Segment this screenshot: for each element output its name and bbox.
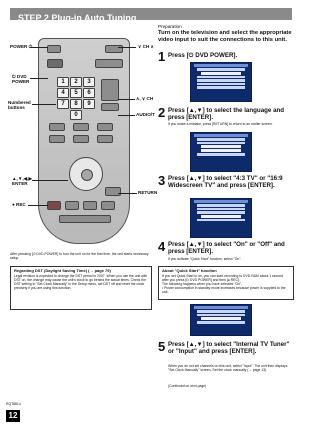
ch-rocker [101, 79, 119, 101]
key-0: 0 [70, 110, 82, 120]
small-button [73, 135, 89, 143]
preparation-title: Turn on the television and select the appropriate video input to suit the connections to this unit. [158, 30, 292, 43]
small-button [73, 123, 89, 131]
dvd-power-button [47, 59, 63, 68]
small-button [83, 201, 97, 210]
quick-start-body: If you set Quick Start to on, you can start recording to DVD-RAM about 1 second after you press [⏻ DVD POWER] and then [● REC]. [162, 273, 283, 282]
key-8: 8 [70, 99, 82, 109]
page-number: 12 [6, 410, 20, 422]
audio-button [101, 103, 119, 111]
key-5: 5 [70, 88, 82, 98]
step-3-text: Press [▲,▼] to select "4:3 TV" or "16:9 Widescreen TV" and press [ENTER]. [168, 175, 283, 190]
small-button [65, 201, 79, 210]
label-numbered-buttons: Numbered buttons [8, 100, 31, 111]
page-title: STEP 2 Plug-in Auto Tuning [18, 13, 137, 23]
label-return: RETURN [138, 190, 158, 195]
label-audio: AUDIO/T [136, 112, 155, 117]
small-button [49, 123, 65, 131]
step-2-number: 2 [158, 105, 166, 120]
label-arrows-enter: ▲,▼,◀,▶ ENTER [12, 176, 32, 187]
input-button [95, 59, 123, 68]
tv-aspect-screen [190, 132, 252, 172]
label-dvd-power: ⏻ DVD POWER [12, 74, 30, 85]
quick-start-screen [190, 198, 252, 238]
step-5-note: When you do not set channels on this unit, select "Input". The unit then displays "Set Clock Manually" screen. Set the clock manually (→ page 13). [168, 364, 288, 373]
small-button [97, 135, 113, 143]
key-1: 1 [57, 77, 69, 87]
label-ch: ∨ CH ∧ [138, 44, 154, 49]
key-6: 6 [83, 88, 95, 98]
footer-code: RQT8814 [6, 402, 21, 406]
key-7: 7 [57, 99, 69, 109]
quick-start-body2: The following happens when you have selected "On". [162, 281, 243, 286]
key-4: 4 [57, 88, 69, 98]
return-button [105, 187, 121, 196]
step-5-number: 5 [158, 339, 166, 354]
step-3-number: 3 [158, 173, 166, 188]
small-button [59, 215, 111, 223]
dst-box-title: Regarding DST (Daylight Saving Time) (→ page 79) [14, 268, 111, 273]
label-power: POWER ⏻ [10, 44, 33, 49]
label-ch-right: ∧, ∨ CH [136, 96, 154, 101]
small-button [101, 201, 115, 210]
step-4-number: 4 [158, 239, 166, 254]
remote-control-illustration [38, 38, 130, 244]
continued-note: (Continued on next page) [168, 384, 207, 388]
step-5-text: Press [▲,▼] to select "Internal TV Tuner" or "Input" and press [ENTER]. [168, 341, 290, 356]
step-2-note: If you make a mistake, press [RETURN] to return to an earlier screen. [168, 122, 273, 126]
key-2: 2 [70, 77, 82, 87]
dst-box-body: Legal revision is expected to change the DST period in 2007. When you use the unit with DST on, the change may cause the unit's clock to go behind the actual times. Check the DST setting in "Set Clock Manually" in the Setup menu, set DST off and reset the clock precisely if you are using this function. [14, 273, 148, 291]
quick-start-bullet-text: Power consumption in standby mode increases because power is supplied to the unit. [162, 286, 286, 295]
enter-button [81, 169, 93, 181]
dst-info-box [10, 266, 152, 310]
step-1-text: Press [⏻ DVD POWER]. [168, 52, 238, 59]
step-2-text: Press [▲,▼] to select the language and press [ENTER]. [168, 107, 285, 122]
small-button [49, 135, 65, 143]
key-3: 3 [83, 77, 95, 87]
tuner-screen [190, 304, 252, 336]
label-rec: ● REC [12, 202, 26, 207]
quick-start-box-title: About "Quick Start" function [162, 268, 217, 273]
small-button [97, 123, 113, 131]
preparation-label: Preparation [158, 24, 182, 29]
quick-start-bullet: • Power consumption in standby mode increases because power is supplied to the unit. [162, 286, 286, 295]
after-power-text: After pressing [⏻ DVD POWER] to turn the unit on for the first time, the unit starts necessary setup. [10, 252, 149, 261]
language-screen [190, 62, 252, 102]
rec-button [47, 201, 61, 210]
navigation-dial [69, 157, 103, 191]
step-4-note: If you activate "Quick Start" function, select "On". [168, 257, 242, 261]
step-4-text: Press [▲,▼] to select "On" or "Off" and press [ENTER]. [168, 241, 285, 256]
section-title-bar [10, 8, 292, 23]
key-9: 9 [83, 99, 95, 109]
power-button [47, 45, 61, 53]
step-1-number: 1 [158, 49, 166, 64]
quick-start-info-box [158, 266, 294, 300]
